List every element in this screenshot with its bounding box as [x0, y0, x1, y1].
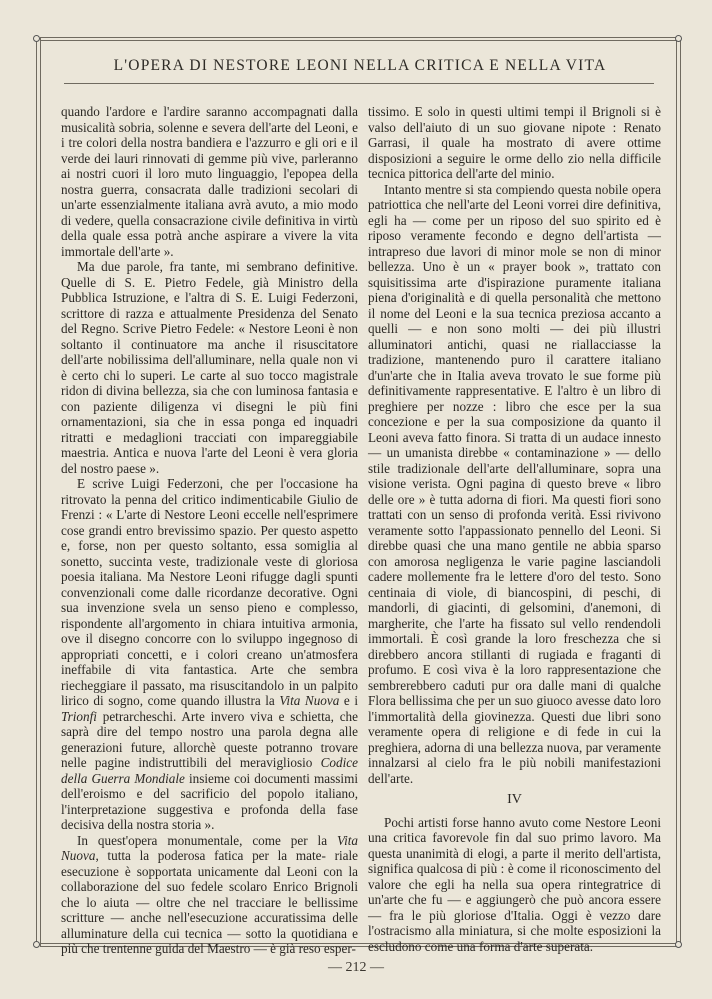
frame-right-rule-2	[680, 38, 681, 946]
frame-ring-top-left	[33, 35, 40, 42]
page-number: — 212 —	[328, 960, 384, 975]
frame-right-rule-1	[676, 38, 677, 946]
left-paragraph-4-text: In quest'opera monumentale, come per la	[77, 832, 328, 848]
section-heading: IV	[507, 792, 522, 807]
frame-top-rule-2	[40, 40, 676, 41]
left-paragraph-2: Ma due parole, fra tante, mi sembrano definitive. Quelle di S. E. Pietro Fedele, già Ministro della Pubblica Istruzione, e l'altra di S. E. Luigi Federzoni, scrittore di razza e attualmente Presidenza del Senato del Regno. Scrive Pietro Fedele: « Nestore Leoni è non soltanto il continuatore ma anche il risuscitatore dell'arte nobilissima dell'alluminare, nella quale non vi è certo chi lo superi. Le carte al suo tocco magistrale ridon di divina bellezza, sia che con luminosa fantasia e con paziente diligenza vi disegni le più fini ornamentazioni, sia che in essa ponga ed inquadri ritratti e medaglioni tracciati con impareggiabile maestria. Antica e nuova l'arte del Leoni è vera gloria del nostro paese ».	[61, 259, 358, 476]
left-paragraph-5-text: riale esecuzione è sopportata unicamente dal Leoni con la collaborazione del suo fedele scolaro Enrico Brignoli che lo aiuta — oltre che nel tracciare le bellissime scritture — anche nell'esecuzione accuratissima delle alluminature della cui tecnica — sotto la quotidiana e più che trentenne guida del Maestro — è già reso esper-	[61, 848, 358, 956]
left-paragraph-1: quando l'ardore e l'ardire saranno accompagnati dalla musicalità sobria, solenne e severa dell'arte del Leoni, e i tre colori della nostra bandiera e l'azzurro e gli ori e il verde dei lauri rinnovati di gemme più vive, parleranno ai nostri cuori il loro muto linguaggio, l'epopea della nostra guerra, consacrata dalle tradizioni secolari di un'arte essenzialmente italiana avrà avuto, a mio modo di vedere, quella consacrazione civile definitiva in virtù della quale essa potrà anche aspirare a vivere la vita immortale dell'arte ».	[61, 104, 358, 259]
frame-ring-top-right	[675, 35, 682, 42]
frame-left-rule-1	[36, 38, 37, 946]
vita-nuova-title-2: Vita Nuova	[61, 832, 358, 863]
trionfi-connector: e i	[339, 693, 358, 708]
frame-top-rule-1	[40, 37, 676, 38]
after-vita-nuova-2-text: , tutta la poderosa fatica per la mate-	[95, 848, 326, 863]
left-paragraph-3	[61, 476, 358, 833]
left-paragraph-3-text: E scrive Luigi Federzoni, che per l'occasione ha ritrovato la penna del critico indimenticabile Giulio de Frenzi : « L'arte di Nestore Leoni eccelle nell'esprimere cose grandi entro brevissimo spazio. Per questo aspetto e, forse, non per questo soltanto, essa somiglia al sonetto, succinta veste, tradizionale veste di gloriosa poesia italiana. Ma Nestore Leoni rifugge dagli spunti convenzionali come dalle ricordanze decorative. Ogni sua invenzione svela un senso pieno e complesso, rispondente all'argomento in chiara intuitiva armonia, ove il disegno concorre con lo sviluppo ingegnoso di appropriati concetti, e i colori creano un'atmosfera ineffabile di vita fantastica. Arte che sembra riecheggiare il passato, ma risuscitandolo in un palpito lirico di sogno, come quando illustra la	[61, 476, 358, 708]
left-column	[61, 104, 358, 957]
right-paragraph-2: Intanto mentre si sta compiendo questa nobile opera patriottica che nell'arte del Leoni vorrei dire definitiva, egli ha — come per un riposo del suo spirito ed è riposo veramente fecondo e degno dell'artista — intrapreso due lavori di minor mole se non di minor bellezza. Uno è un « prayer book », trattato con squisitissima arte d'ispirazione puramente italiana piena d'originalità e di quella personalità che mettono il nome del Leoni e la sua tecnica preziosa accanto a quelli — e non sono molti — dei più illustri alluminatori antichi, quasi ne riallacciasse la tradizione, mantenendo puro il carattere italiano d'un'arte che in Italia aveva trovato le sue forme più definitivamente rappresentative. E l'altro è un libro di preghiere per nozze : libro che esce per la sua concezione e per la sua composizione da quanto il Leoni aveva fatto finora. Si tratta di un audace innesto — un umanista direbbe « contaminazione » — dello stile tradizionale dell'arte dell'alluminare, sopra una visione verista. Ogni pagina di questo breve « libro delle ore » è tutta adorna di fiori. Ma questi fiori sono trattati con un senso di profonda verità. Essi rivivono veramente sotto l'appassionato pennello del Leoni. Si direbbe quasi che una mano gentile ne abbia sparso con amorosa negligenza le varie pagine lasciandoli cadere mollemente fra le lettere d'oro del testo. Sono centinaia di viole, di biancospini, di peschi, di mandorli, di giacinti, di gelsomini, d'anemoni, di margherite, che l'arte ha fissato sul vello rendendoli immortali. È così grande la loro freschezza che si direbbero ancora stillanti di rugiada e fraganti di profumo. E così viva è la loro rappresentazione che sembrerebbero caduti pur ora dalle mani di qualche Flora bellissima che per un suo giuoco avesse dato loro l'immortalità della giovinezza. Questi due libri sono veramente opera di religione e di fede in cui la preghiera, adorna di una bellezza nuova, par veramente innalzarsi al cielo fra le più nobili manifestazioni dell'arte.	[368, 181, 661, 786]
right-column	[368, 104, 661, 954]
right-paragraph-1: tissimo. E solo in questi ultimi tempi il Brignoli si è valso dell'aiuto di un suo giovane nipote : Renato Garrasi, il quale ha mostrato di avere ottime disposizioni a seguire le orme dello zio nella difficile tecnica pittorica dell'arte del minio.	[368, 104, 661, 181]
frame-left-rule-2	[40, 38, 41, 946]
right-paragraph-3: Pochi artisti forse hanno avuto come Nestore Leoni una critica favorevole fin dal suo primo lavoro. Ma questa unanimità di elogi, a parte il merito dell'artista, significa qualcosa di più : è come il riconoscimento del valore che egli ha nella sua opera rintegratrice di un'arte che fu — e aggiungerò che può ancora essere — fra le più gloriose d'Italia. Oggi è vezzo dare l'ostracismo alla miniatura, si che molte esposizioni la escludono come una forma d'arte superata.	[368, 814, 661, 954]
frame-ring-bottom-right	[675, 941, 682, 948]
codice-title: Codice della Guerra Mondiale	[61, 755, 358, 786]
after-trionfi-text: petrarcheschi. Arte invero viva e schietta, che saprà dire del tempo nostro una parola degna alle generazioni future, allorchè queste potranno trovare nelle pagine indistruttibili del meravigliosio	[61, 708, 358, 770]
vita-nuova-title: Vita Nuova	[279, 693, 340, 708]
left-paragraph-4	[61, 833, 358, 957]
page-header-title: L'OPERA DI NESTORE LEONI NELLA CRITICA E NELLA VITA	[113, 57, 607, 74]
after-codice-text: insieme coi documenti massimi dell'eroismo e del sacrificio del popolo italiano, l'interpretazione suggestiva e profonda della fase decisiva della nostra storia ».	[61, 770, 358, 832]
trionfi-title: Trionfi	[61, 708, 97, 724]
header-rule	[64, 83, 654, 84]
frame-ring-bottom-left	[33, 941, 40, 948]
